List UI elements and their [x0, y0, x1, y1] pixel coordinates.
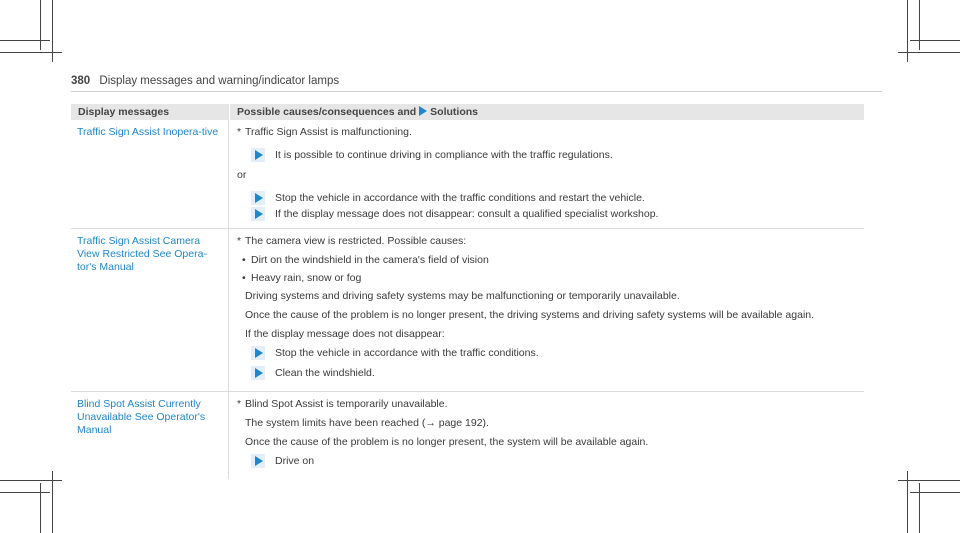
causes-cell: * Blind Spot Assist is temporarily unavailable. The system limits have been reached (→ page 192). Once the cause of the problem is no longer present, the system will be available again. Drive on	[229, 392, 864, 479]
or-text: or	[237, 169, 247, 181]
crop-mark	[0, 480, 62, 481]
action-arrow-icon	[251, 366, 265, 380]
display-message: Traffic Sign Assist Camera View Restricted See Opera-tor's Manual	[71, 229, 229, 391]
crop-mark	[919, 0, 920, 50]
list-item: • Dirt on the windshield in the camera's field of vision	[237, 254, 856, 267]
arrow-right-icon	[419, 106, 427, 116]
table-row	[71, 392, 864, 479]
display-message: Traffic Sign Assist Inopera-tive	[71, 120, 229, 228]
crop-mark	[910, 492, 960, 493]
crop-mark	[0, 40, 50, 41]
action-arrow-icon	[251, 346, 265, 360]
table-row	[71, 229, 864, 392]
crop-mark	[898, 480, 960, 481]
crop-mark	[910, 40, 960, 41]
messages-table	[71, 104, 864, 479]
action-step: Stop the vehicle in accordance with the traffic conditions.	[237, 347, 856, 361]
crop-mark	[898, 52, 960, 53]
page-header	[71, 75, 881, 91]
action-arrow-icon	[251, 191, 265, 205]
display-message: Blind Spot Assist Currently Unavailable See Operator's Manual	[71, 392, 229, 479]
page-title: Display messages and warning/indicator lamps	[99, 75, 340, 87]
action-step: If the display message does not disappear: consult a qualified specialist workshop.	[237, 208, 856, 222]
crop-mark	[40, 0, 41, 50]
action-step: Clean the windshield.	[237, 367, 856, 381]
crop-mark	[40, 483, 41, 533]
page-number: 380	[71, 75, 91, 87]
action-step: Drive on	[237, 455, 856, 469]
action-step: Stop the vehicle in accordance with the traffic conditions and restart the vehicle.	[237, 192, 856, 206]
action-step: It is possible to continue driving in compliance with the traffic regulations.	[237, 149, 856, 163]
action-arrow-icon	[251, 454, 265, 468]
column-header-causes: Possible causes/consequences and Solutions	[229, 104, 864, 120]
table-row	[71, 120, 864, 229]
causes-cell: * The camera view is restricted. Possible causes: • Dirt on the windshield in the camera's field of vision • Heavy rain, snow or fog Driving systems and driving safety systems may be malfunctioning or temporarily unavailable. Once the cause of the problem is no longer present, the driving systems and driving safety systems will be available again. If the display message does not disappear: Stop the vehicle in accordance with the traffic conditions. Clean the windshield.	[229, 229, 864, 391]
causes-cell: * Traffic Sign Assist is malfunctioning. It is possible to continue driving in compliance with the traffic regulations. or Stop the vehicle in accordance with the traffic conditions and restart the vehicle. If the display message does not disappear: consult a qualified specialist workshop.	[229, 120, 864, 228]
table-header	[71, 104, 864, 120]
list-item: • Heavy rain, snow or fog	[237, 272, 856, 285]
crop-mark	[0, 52, 62, 53]
action-arrow-icon	[251, 148, 265, 162]
column-header-messages: Display messages	[78, 106, 170, 118]
action-arrow-icon	[251, 207, 265, 221]
header-divider	[71, 91, 882, 92]
crop-mark	[919, 483, 920, 533]
crop-mark	[0, 492, 50, 493]
